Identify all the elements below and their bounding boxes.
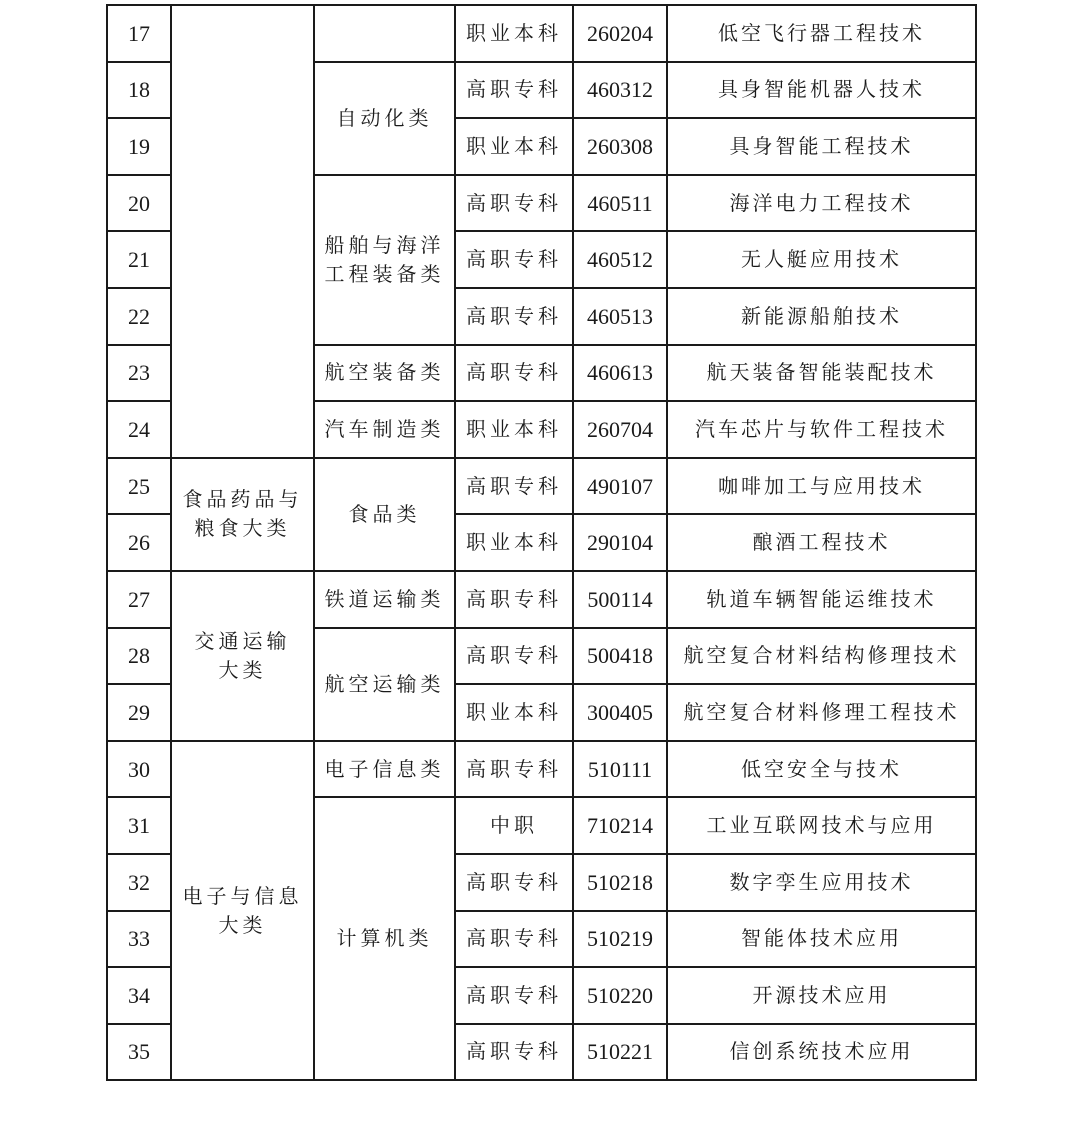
education-level: 高职专科 [455, 967, 573, 1024]
major-name: 汽车芯片与软件工程技术 [667, 401, 976, 458]
education-level: 中职 [455, 797, 573, 854]
minor-category-cell: 航空装备类 [314, 345, 455, 402]
major-name: 无人艇应用技术 [667, 231, 976, 288]
minor-category-cell [314, 5, 455, 62]
row-number: 25 [107, 458, 171, 515]
row-number: 31 [107, 797, 171, 854]
education-level: 职业本科 [455, 5, 573, 62]
education-level: 高职专科 [455, 288, 573, 345]
major-category-cell [171, 458, 314, 571]
major-code: 260704 [573, 401, 667, 458]
education-level: 高职专科 [455, 854, 573, 911]
education-level: 高职专科 [455, 741, 573, 798]
major-name: 低空飞行器工程技术 [667, 5, 976, 62]
major-category-label: 食品药品与粮食大类 [182, 487, 303, 541]
row-number: 27 [107, 571, 171, 628]
row-number: 17 [107, 5, 171, 62]
row-number: 24 [107, 401, 171, 458]
table-row [107, 571, 976, 628]
major-code: 460312 [573, 62, 667, 119]
table-row [107, 741, 976, 798]
education-level: 职业本科 [455, 401, 573, 458]
minor-category-cell: 计算机类 [314, 797, 455, 1080]
major-code: 490107 [573, 458, 667, 515]
major-code: 260204 [573, 5, 667, 62]
major-name: 咖啡加工与应用技术 [667, 458, 976, 515]
major-code: 510219 [573, 911, 667, 968]
major-name: 低空安全与技术 [667, 741, 976, 798]
minor-category-cell [314, 175, 455, 345]
row-number: 30 [107, 741, 171, 798]
education-level: 高职专科 [455, 231, 573, 288]
row-number: 33 [107, 911, 171, 968]
major-name: 航空复合材料结构修理技术 [667, 628, 976, 685]
row-number: 21 [107, 231, 171, 288]
major-name: 智能体技术应用 [667, 911, 976, 968]
major-code: 260308 [573, 118, 667, 175]
row-number: 26 [107, 514, 171, 571]
major-code: 460613 [573, 345, 667, 402]
row-number: 28 [107, 628, 171, 685]
minor-category-cell: 食品类 [314, 458, 455, 571]
row-number: 20 [107, 175, 171, 232]
major-category-cell [171, 5, 314, 458]
row-number: 23 [107, 345, 171, 402]
minor-category-label: 船舶与海洋工程装备类 [324, 232, 445, 286]
education-level: 职业本科 [455, 514, 573, 571]
education-level: 高职专科 [455, 62, 573, 119]
major-name: 具身智能工程技术 [667, 118, 976, 175]
minor-category-cell: 汽车制造类 [314, 401, 455, 458]
major-code: 510218 [573, 854, 667, 911]
education-level: 高职专科 [455, 911, 573, 968]
major-code: 510111 [573, 741, 667, 798]
row-number: 35 [107, 1024, 171, 1081]
majors-table [106, 4, 977, 1081]
education-level: 高职专科 [455, 458, 573, 515]
major-category-label: 电子与信息大类 [182, 883, 303, 937]
row-number: 18 [107, 62, 171, 119]
major-code: 510221 [573, 1024, 667, 1081]
education-level: 高职专科 [455, 175, 573, 232]
education-level: 高职专科 [455, 1024, 573, 1081]
major-name: 具身智能机器人技术 [667, 62, 976, 119]
major-name: 航天装备智能装配技术 [667, 345, 976, 402]
major-category-label: 交通运输大类 [194, 628, 291, 682]
table-row [107, 5, 976, 62]
major-code: 500418 [573, 628, 667, 685]
major-code: 460512 [573, 231, 667, 288]
major-name: 新能源船舶技术 [667, 288, 976, 345]
education-level: 职业本科 [455, 684, 573, 741]
row-number: 19 [107, 118, 171, 175]
minor-category-cell: 航空运输类 [314, 628, 455, 741]
major-name: 海洋电力工程技术 [667, 175, 976, 232]
major-code: 290104 [573, 514, 667, 571]
major-code: 460513 [573, 288, 667, 345]
major-code: 510220 [573, 967, 667, 1024]
major-name: 酿酒工程技术 [667, 514, 976, 571]
major-name: 工业互联网技术与应用 [667, 797, 976, 854]
education-level: 高职专科 [455, 628, 573, 685]
major-category-cell [171, 571, 314, 741]
row-number: 29 [107, 684, 171, 741]
major-code: 460511 [573, 175, 667, 232]
education-level: 高职专科 [455, 571, 573, 628]
table-row [107, 458, 976, 515]
major-name: 开源技术应用 [667, 967, 976, 1024]
row-number: 22 [107, 288, 171, 345]
education-level: 高职专科 [455, 345, 573, 402]
minor-category-cell: 铁道运输类 [314, 571, 455, 628]
major-name: 数字孪生应用技术 [667, 854, 976, 911]
education-level: 职业本科 [455, 118, 573, 175]
major-category-cell [171, 741, 314, 1081]
major-code: 500114 [573, 571, 667, 628]
major-name: 轨道车辆智能运维技术 [667, 571, 976, 628]
row-number: 32 [107, 854, 171, 911]
minor-category-cell: 自动化类 [314, 62, 455, 175]
major-name: 信创系统技术应用 [667, 1024, 976, 1081]
major-code: 710214 [573, 797, 667, 854]
major-code: 300405 [573, 684, 667, 741]
minor-category-cell: 电子信息类 [314, 741, 455, 798]
row-number: 34 [107, 967, 171, 1024]
major-name: 航空复合材料修理工程技术 [667, 684, 976, 741]
